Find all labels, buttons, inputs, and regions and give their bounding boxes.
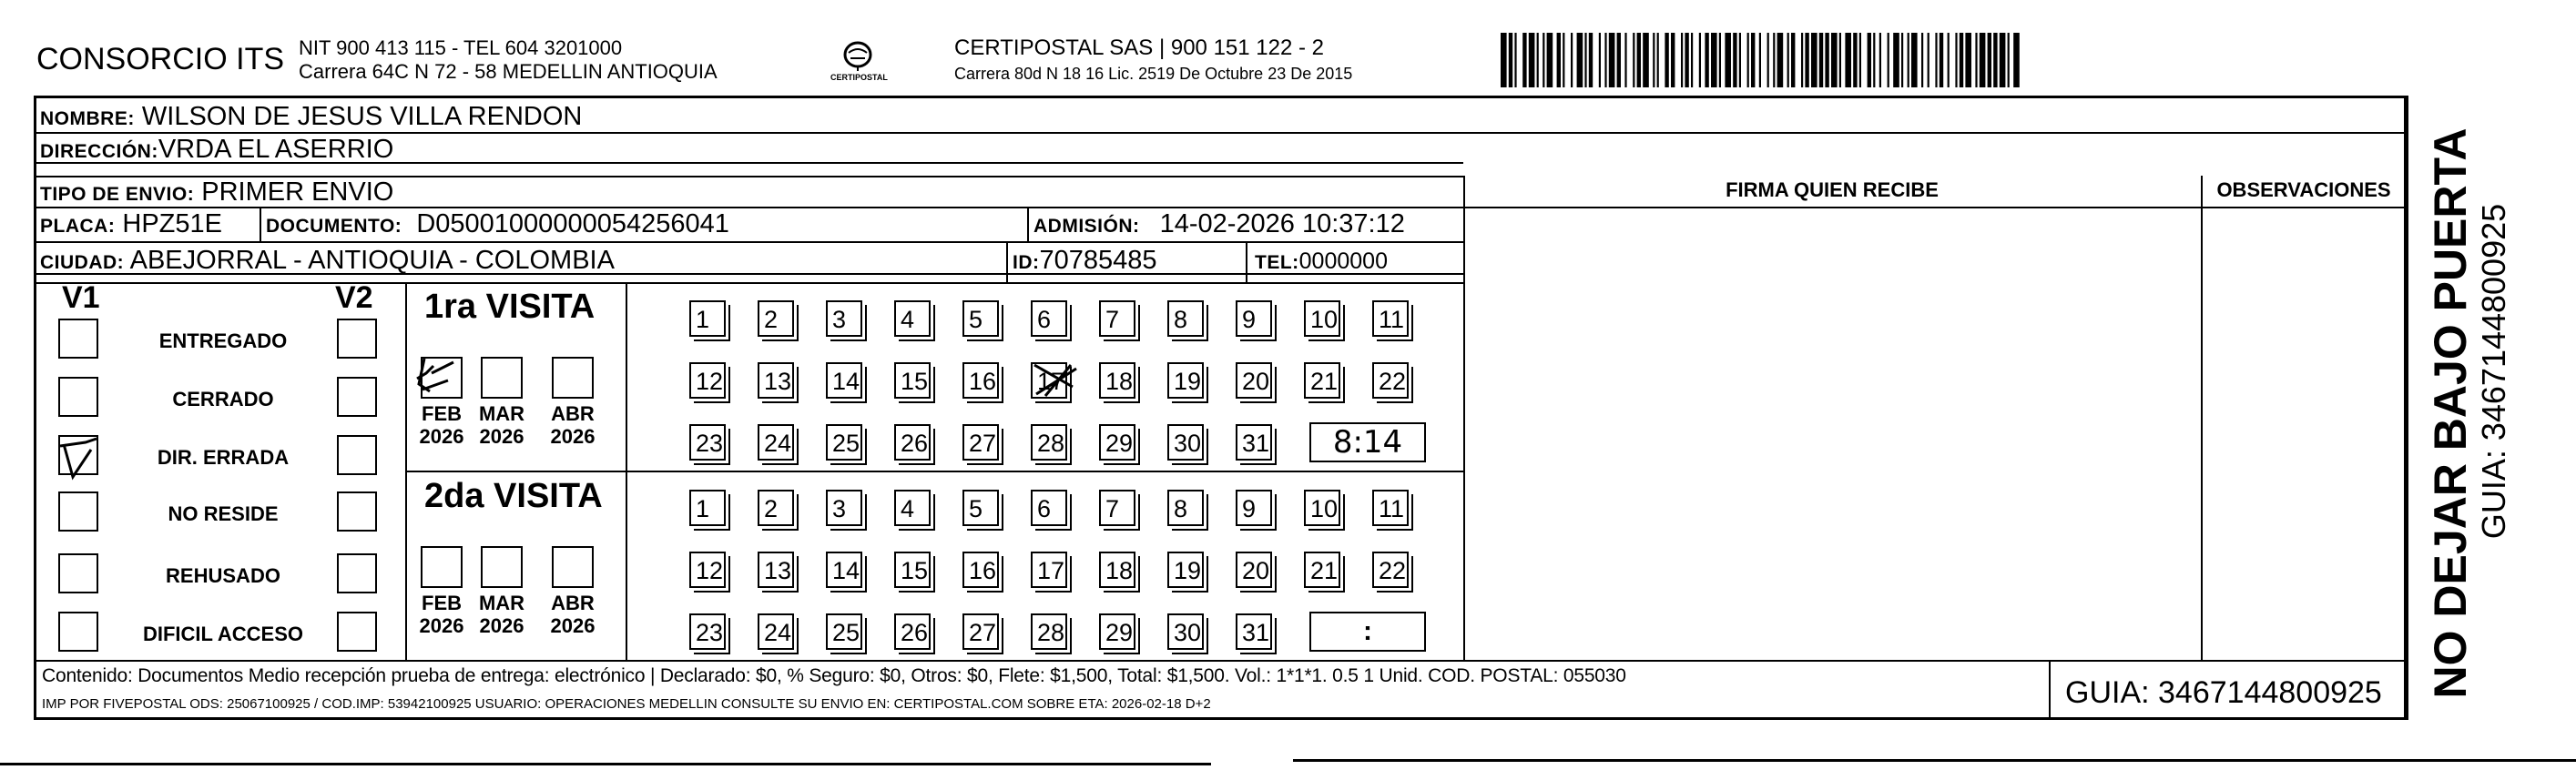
month-label [477,402,526,448]
day-box[interactable]: 22 [1372,362,1409,399]
v2-checkbox-0[interactable] [337,319,377,359]
tel-label: TEL: [1255,252,1299,273]
documento-label: DOCUMENTO: [266,216,402,237]
day-box[interactable]: 9 [1236,490,1272,526]
month-name: FEB [422,592,462,614]
documento-cell [266,209,729,241]
documento-value: D05001000000054256041 [416,209,729,238]
day-box[interactable]: 14 [826,362,862,399]
v2-checkbox-1[interactable] [337,377,377,417]
nombre-row [40,102,582,134]
month-checkbox[interactable] [421,546,463,588]
month-label [477,592,526,637]
admision-label: ADMISIÓN: [1033,216,1140,237]
tipo-envio-label: TIPO DE ENVIO: [40,184,195,205]
id-value: 70785485 [1039,246,1157,275]
day-box[interactable]: 12 [689,362,726,399]
feb-checkmark [412,353,461,399]
month-year: 2026 [479,614,524,637]
day-box[interactable]: 25 [826,613,862,650]
firma-header: FIRMA QUIEN RECIBE [1726,178,1939,201]
day-box[interactable]: 13 [758,552,794,588]
day-box[interactable]: 12 [689,552,726,588]
logo-label: CERTIPOSTAL [830,73,888,82]
v1-checkbox-0[interactable] [58,319,98,359]
nombre-value: WILSON DE JESUS VILLA RENDON [141,102,583,131]
month-checkbox[interactable] [552,546,594,588]
day-box[interactable]: 24 [758,424,794,461]
month-checkbox[interactable] [481,357,523,399]
tipo-envio-row [40,177,393,209]
footer-imp: IMP POR FIVEPOSTAL ODS: 25067100925 / COD.IMP: 53942100925 USUARIO: OPERACIONES MEDELLIN CONSULTE SU ENVIO EN: CERTIPOSTAL.COM SOBRE ETA: 2026-02-18 D+2 [42,696,1211,712]
day-box[interactable]: 1 [689,300,726,337]
v2-checkbox-5[interactable] [337,612,377,652]
day-box[interactable]: 5 [962,300,999,337]
day-box[interactable]: 15 [894,362,931,399]
month-label [548,402,597,448]
day-box[interactable]: 11 [1372,300,1409,337]
month-year: 2026 [550,425,596,448]
direccion-row [40,135,393,167]
day-box[interactable]: 24 [758,613,794,650]
day-box[interactable]: 8 [1167,300,1204,337]
day-box[interactable]: 22 [1372,552,1409,588]
day-box[interactable]: 2 [758,300,794,337]
v2-header: V2 [335,280,373,315]
day-box[interactable]: 8 [1167,490,1204,526]
day-box[interactable]: 6 [1031,490,1067,526]
ciudad-label: CIUDAD: [40,252,125,273]
day-box[interactable]: 28 [1031,613,1067,650]
month-label [417,592,466,637]
month-name: ABR [551,592,595,614]
month-name: MAR [478,402,525,425]
month-label [417,402,466,448]
day-box[interactable]: 7 [1099,300,1135,337]
side-warning: NO DEJAR BAJO PUERTA [2425,127,2476,699]
day-box[interactable]: 3 [826,300,862,337]
month-name: ABR [551,402,595,425]
day-box[interactable]: 17 [1031,362,1067,399]
direccion-value: VRDA EL ASERRIO [158,135,394,164]
day-box[interactable]: 29 [1099,424,1135,461]
observaciones-header: OBSERVACIONES [2216,178,2391,201]
day-box[interactable]: 27 [962,424,999,461]
id-label: ID: [1013,252,1040,273]
day-box[interactable]: 1 [689,490,726,526]
day-box[interactable]: 21 [1304,552,1340,588]
observaciones-area[interactable] [2205,211,2402,657]
v1-checkbox-3[interactable] [58,491,98,532]
day-box[interactable]: 10 [1304,490,1340,526]
day-box[interactable]: 18 [1099,552,1135,588]
day-box[interactable]: 29 [1099,613,1135,650]
v1-checkbox-1[interactable] [58,377,98,417]
company-name: CONSORCIO ITS [36,42,285,76]
day-box[interactable]: 23 [689,613,726,650]
time-box[interactable]: 8:14 [1309,422,1426,462]
day-box[interactable]: 16 [962,552,999,588]
admision-value: 14-02-2026 10:37:12 [1159,209,1405,238]
day-box[interactable]: 19 [1167,552,1204,588]
v2-checkbox-2[interactable] [337,435,377,475]
nombre-label: NOMBRE: [40,108,135,129]
side-panel [2408,96,2518,720]
day-box[interactable]: 2 [758,490,794,526]
day-box[interactable]: 13 [758,362,794,399]
day-box[interactable]: 16 [962,362,999,399]
placa-label: PLACA: [40,216,116,237]
dir-errada-checkmark [55,433,107,486]
day-box[interactable]: 3 [826,490,862,526]
visit-title: 2da VISITA [424,477,603,515]
day-box[interactable]: 6 [1031,300,1067,337]
month-name: FEB [422,402,462,425]
day-box[interactable]: 11 [1372,490,1409,526]
v2-checkbox-3[interactable] [337,491,377,532]
side-guia: GUIA: 3467144800925 [2475,203,2512,540]
tel-value: 0000000 [1298,248,1388,274]
day-box[interactable]: 9 [1236,300,1272,337]
month-year: 2026 [419,425,464,448]
ciudad-row [40,246,615,278]
day-box[interactable]: 17 [1031,552,1067,588]
day-box[interactable]: 30 [1167,613,1204,650]
day-box[interactable]: 27 [962,613,999,650]
day-box[interactable]: 20 [1236,552,1272,588]
v2-checkbox-4[interactable] [337,553,377,593]
day-17-strike-mark [1029,360,1080,401]
day-box[interactable]: 5 [962,490,999,526]
month-name: MAR [478,592,525,614]
signature-area[interactable] [1468,211,2196,657]
day-box[interactable]: 15 [894,552,931,588]
day-box[interactable]: 19 [1167,362,1204,399]
day-box[interactable]: 31 [1236,424,1272,461]
certipostal-logo-icon [830,38,888,87]
month-year: 2026 [419,614,464,637]
barcode [1501,33,2225,87]
id-cell [1013,246,1157,278]
visit-title: 1ra VISITA [424,288,596,326]
carrier-license-line: Carrera 80d N 18 16 Lic. 2519 De Octubre 23 De 2015 [954,65,1353,83]
v1-header: V1 [62,280,100,315]
month-checkbox[interactable] [552,357,594,399]
company-nit-line: NIT 900 413 115 - TEL 604 3201000 [299,36,623,59]
day-box[interactable]: 10 [1304,300,1340,337]
day-box[interactable]: 30 [1167,424,1204,461]
month-year: 2026 [479,425,524,448]
admision-cell [1033,209,1405,241]
status-option-label: DIR. ERRADA [157,446,290,469]
day-box[interactable]: 4 [894,490,931,526]
day-box[interactable]: 26 [894,424,931,461]
day-box[interactable]: 4 [894,300,931,337]
tel-cell [1255,246,1388,278]
day-box[interactable]: 25 [826,424,862,461]
day-box[interactable]: 14 [826,552,862,588]
v1-checkbox-5[interactable] [58,612,98,652]
v1-checkbox-4[interactable] [58,553,98,593]
day-box[interactable]: 23 [689,424,726,461]
month-label [548,592,597,637]
day-box[interactable]: 20 [1236,362,1272,399]
direccion-label: DIRECCIÓN: [40,141,158,162]
footer-contenido: Contenido: Documentos Medio recepción prueba de entrega: electrónico | Declarado: $0, % Seguro: $0, Otros: $0, Flete: $1,500, Total: $1,500. Vol.: 1*1*1. 0.5 1 Unid. COD. POSTAL: 055030 [42,665,1626,686]
status-option-label: REHUSADO [166,564,280,587]
status-option-label: CERRADO [172,388,274,410]
placa-value: HPZ51E [122,209,222,238]
day-box[interactable]: 7 [1099,490,1135,526]
tipo-envio-value: PRIMER ENVIO [201,177,394,207]
time-box[interactable]: : [1309,612,1426,652]
status-option-label: ENTREGADO [158,329,288,352]
day-box[interactable]: 28 [1031,424,1067,461]
placa-cell [40,209,222,241]
month-year: 2026 [550,614,596,637]
day-box[interactable]: 31 [1236,613,1272,650]
day-box[interactable]: 18 [1099,362,1135,399]
footer-guia: GUIA: 3467144800925 [2065,675,2382,710]
status-option-label: DIFICIL ACCESO [142,623,303,645]
company-address-line: Carrera 64C N 72 - 58 MEDELLIN ANTIOQUIA [299,60,718,83]
day-box[interactable]: 26 [894,613,931,650]
carrier-line: CERTIPOSTAL SAS | 900 151 122 - 2 [954,35,1324,60]
ciudad-value: ABEJORRAL - ANTIOQUIA - COLOMBIA [129,246,615,275]
day-box[interactable]: 21 [1304,362,1340,399]
status-option-label: NO RESIDE [168,502,279,525]
month-checkbox[interactable] [481,546,523,588]
